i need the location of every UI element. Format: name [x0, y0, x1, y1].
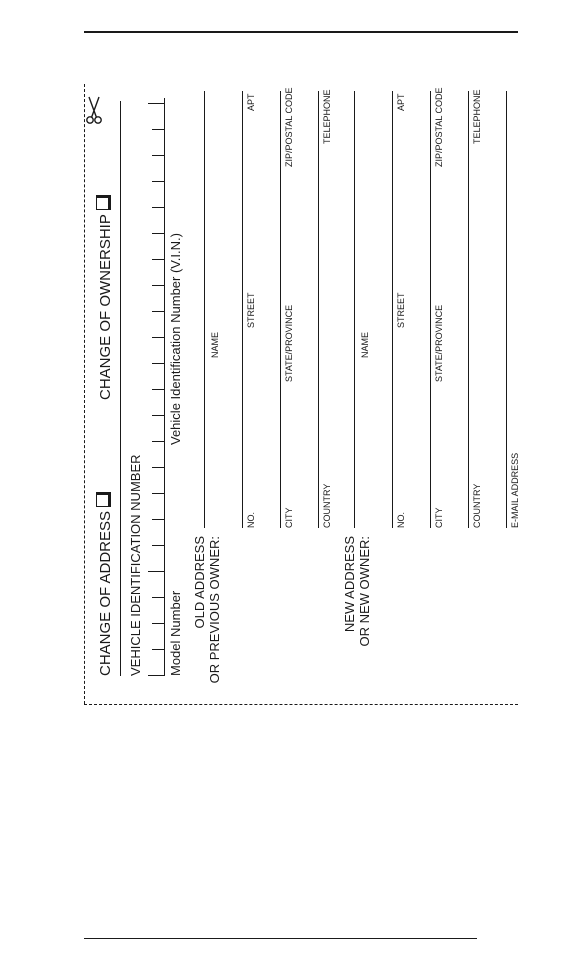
old-address-heading-line2: OR PREVIOUS OWNER:: [207, 536, 222, 684]
vin-box-divider: [152, 649, 164, 650]
vin-box-divider: [152, 493, 164, 494]
vin-box-divider: [148, 103, 164, 104]
vin-box-divider: [152, 129, 164, 130]
vin-section-label: VEHICLE IDENTIFICATION NUMBER: [128, 454, 143, 676]
new-no-label: NO.: [396, 511, 406, 528]
vin-box-divider: [152, 181, 164, 182]
vin-box-divider: [152, 441, 164, 442]
new-city-field[interactable]: [430, 91, 431, 528]
vin-box-divider: [152, 415, 164, 416]
old-country-field[interactable]: [318, 91, 319, 528]
vin-box-divider: [152, 155, 164, 156]
change-of-ownership-option[interactable]: [96, 195, 114, 400]
old-address-heading: [192, 536, 222, 688]
vin-box-divider: [152, 311, 164, 312]
vin-box-divider: [152, 337, 164, 338]
header-divider: [120, 101, 121, 676]
cut-line-vertical: [84, 84, 85, 704]
vin-boxes-baseline[interactable]: [164, 98, 165, 676]
old-street-field[interactable]: [242, 91, 243, 528]
old-zip-label: ZIP/POSTAL CODE: [284, 87, 294, 167]
old-address-heading-line1: OLD ADDRESS: [192, 536, 207, 629]
change-of-address-label: CHANGE OF ADDRESS: [97, 510, 114, 676]
new-street-field[interactable]: [392, 91, 393, 528]
coupon-form: [96, 87, 520, 688]
old-country-label: COUNTRY: [322, 483, 332, 528]
vin-box-divider: [152, 233, 164, 234]
new-name-label: NAME: [360, 331, 370, 358]
new-country-label: COUNTRY: [472, 483, 482, 528]
new-address-heading-line2: OR NEW OWNER:: [357, 536, 372, 647]
new-state-label: STATE/PROVINCE: [434, 304, 444, 382]
old-apt-label: APT: [246, 93, 256, 111]
vin-box-divider: [152, 519, 164, 520]
old-no-label: NO.: [246, 511, 256, 528]
new-name-field[interactable]: [354, 91, 355, 528]
old-city-field[interactable]: [280, 91, 281, 528]
new-zip-label: ZIP/POSTAL CODE: [434, 87, 444, 167]
old-name-label: NAME: [210, 331, 220, 358]
vin-box-divider: [152, 597, 164, 598]
vin-box-divider: [152, 259, 164, 260]
vin-box-divider: [152, 623, 164, 624]
old-telephone-label: TELEPHONE: [322, 89, 332, 144]
new-address-heading: [342, 536, 372, 688]
new-country-field[interactable]: [468, 91, 469, 528]
vin-box-divider: [152, 363, 164, 364]
vin-box-divider: [152, 389, 164, 390]
new-email-label: E-MAIL ADDRESS: [510, 452, 520, 528]
old-state-label: STATE/PROVINCE: [284, 304, 294, 382]
new-apt-label: APT: [396, 93, 406, 111]
vin-box-divider: [152, 545, 164, 546]
checkbox-icon[interactable]: [96, 195, 111, 210]
old-street-label: STREET: [246, 292, 256, 328]
new-telephone-label: TELEPHONE: [472, 89, 482, 144]
old-city-label: CITY: [284, 507, 294, 528]
old-name-field[interactable]: [204, 91, 205, 528]
change-of-ownership-label: CHANGE OF OWNERSHIP: [97, 214, 114, 400]
checkbox-icon[interactable]: [96, 492, 111, 507]
vin-box-divider: [152, 285, 164, 286]
vin-box-divider: [148, 571, 164, 572]
top-rule: [84, 31, 518, 33]
vin-box-divider: [152, 467, 164, 468]
change-of-address-option[interactable]: [96, 492, 114, 676]
model-number-label: Model Number: [168, 590, 183, 676]
cut-line-horizontal: [84, 704, 518, 705]
new-street-label: STREET: [396, 292, 406, 328]
vin-box-divider: [152, 207, 164, 208]
new-address-heading-line1: NEW ADDRESS: [342, 536, 357, 633]
vin-box-divider: [148, 675, 164, 676]
vin-label: Vehicle Identification Number (V.I.N.): [168, 233, 183, 445]
new-city-label: CITY: [434, 507, 444, 528]
new-email-field[interactable]: [506, 91, 507, 528]
bottom-rule: [84, 938, 477, 939]
